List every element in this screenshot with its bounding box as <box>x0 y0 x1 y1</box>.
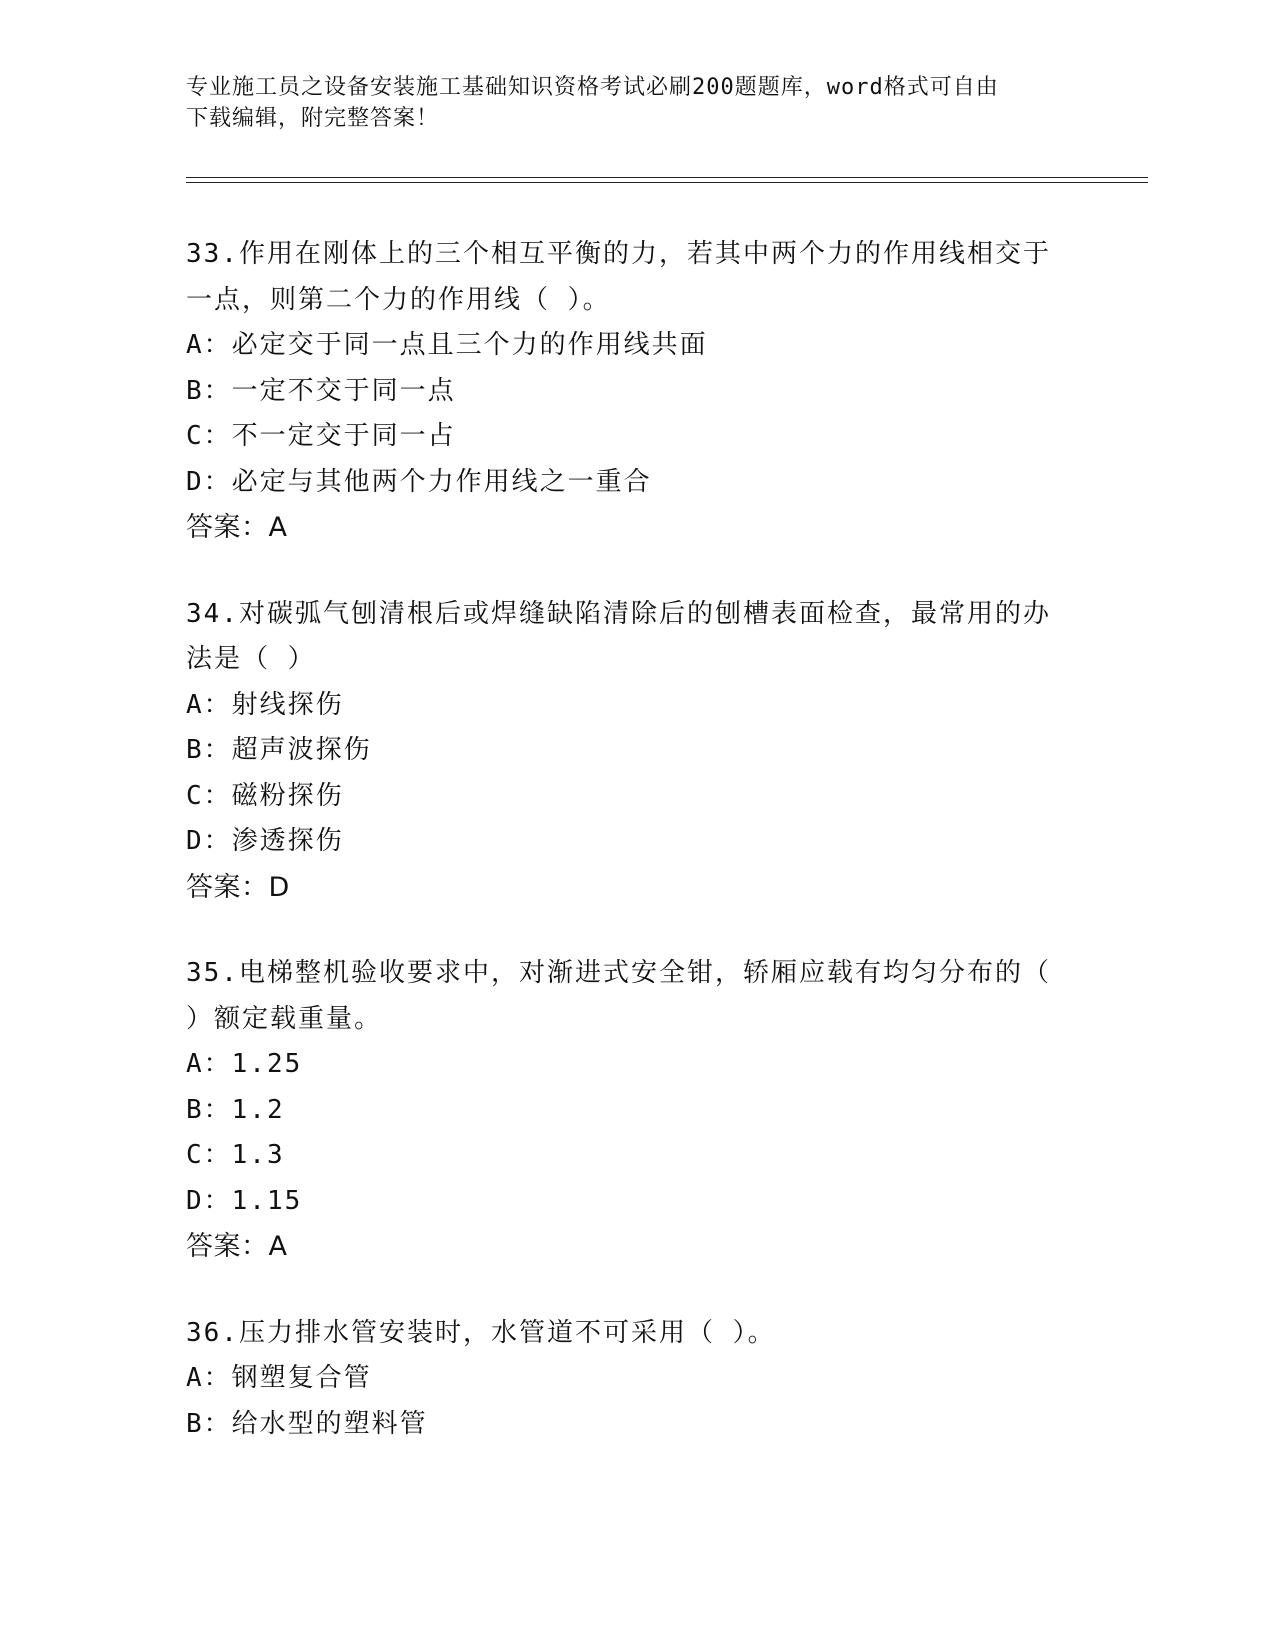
question-list <box>186 232 1066 1488</box>
header-line-2: 下载编辑，附完整答案！ <box>186 106 440 131</box>
question-stem-line: ）额定载重量。 <box>186 1003 383 1034</box>
option-d: D：必定与其他两个力作用线之一重合 <box>186 466 652 497</box>
option-a: A：必定交于同一点且三个力的作用线共面 <box>186 330 708 360</box>
option-c: C：不一定交于同一占 <box>186 421 456 451</box>
question-stem-line: 34.对碳弧气刨清根后或焊缝缺陷清除后的刨槽表面检查，最常用的办 <box>186 598 1051 629</box>
question-stem-line: 33.作用在刚体上的三个相互平衡的力，若其中两个力的作用线相交于 <box>186 239 1051 269</box>
option-c: C：磁粉探伤 <box>186 780 344 811</box>
question-36 <box>186 1311 1066 1448</box>
answer-line: 答案：A <box>186 512 288 543</box>
option-a: A：1.25 <box>186 1049 303 1079</box>
header-divider-top <box>186 177 1148 178</box>
header-line-1: 专业施工员之设备安装施工基础知识资格考试必刷200题题库，word格式可自由 <box>186 75 999 100</box>
option-a: A：射线探伤 <box>186 689 344 720</box>
header-divider-bottom <box>186 182 1148 183</box>
option-d: D：1.15 <box>186 1185 303 1216</box>
option-d: D：渗透探伤 <box>186 826 344 856</box>
option-b: B：超声波探伤 <box>186 735 372 765</box>
question-34 <box>186 592 1066 911</box>
option-a: A：钢塑复合管 <box>186 1363 372 1393</box>
answer-line: 答案：D <box>186 871 290 903</box>
question-35 <box>186 951 1066 1270</box>
question-stem-line: 35.电梯整机验收要求中，对渐进式安全钳，轿厢应载有均匀分布的（ <box>186 958 1051 988</box>
answer-line: 答案：A <box>186 1231 288 1262</box>
question-stem-line: 一点，则第二个力的作用线（ ）。 <box>186 284 611 315</box>
option-b: B：一定不交于同一点 <box>186 375 456 406</box>
question-stem-line: 法是（ ） <box>186 644 316 674</box>
question-33 <box>186 232 1066 551</box>
option-b: B：1.2 <box>186 1094 285 1125</box>
option-c: C：1.3 <box>186 1140 285 1170</box>
option-b: B：给水型的塑料管 <box>186 1408 428 1439</box>
question-stem-line: 36.压力排水管安装时，水管道不可采用（ ）。 <box>186 1317 776 1348</box>
document-header <box>186 72 1066 134</box>
